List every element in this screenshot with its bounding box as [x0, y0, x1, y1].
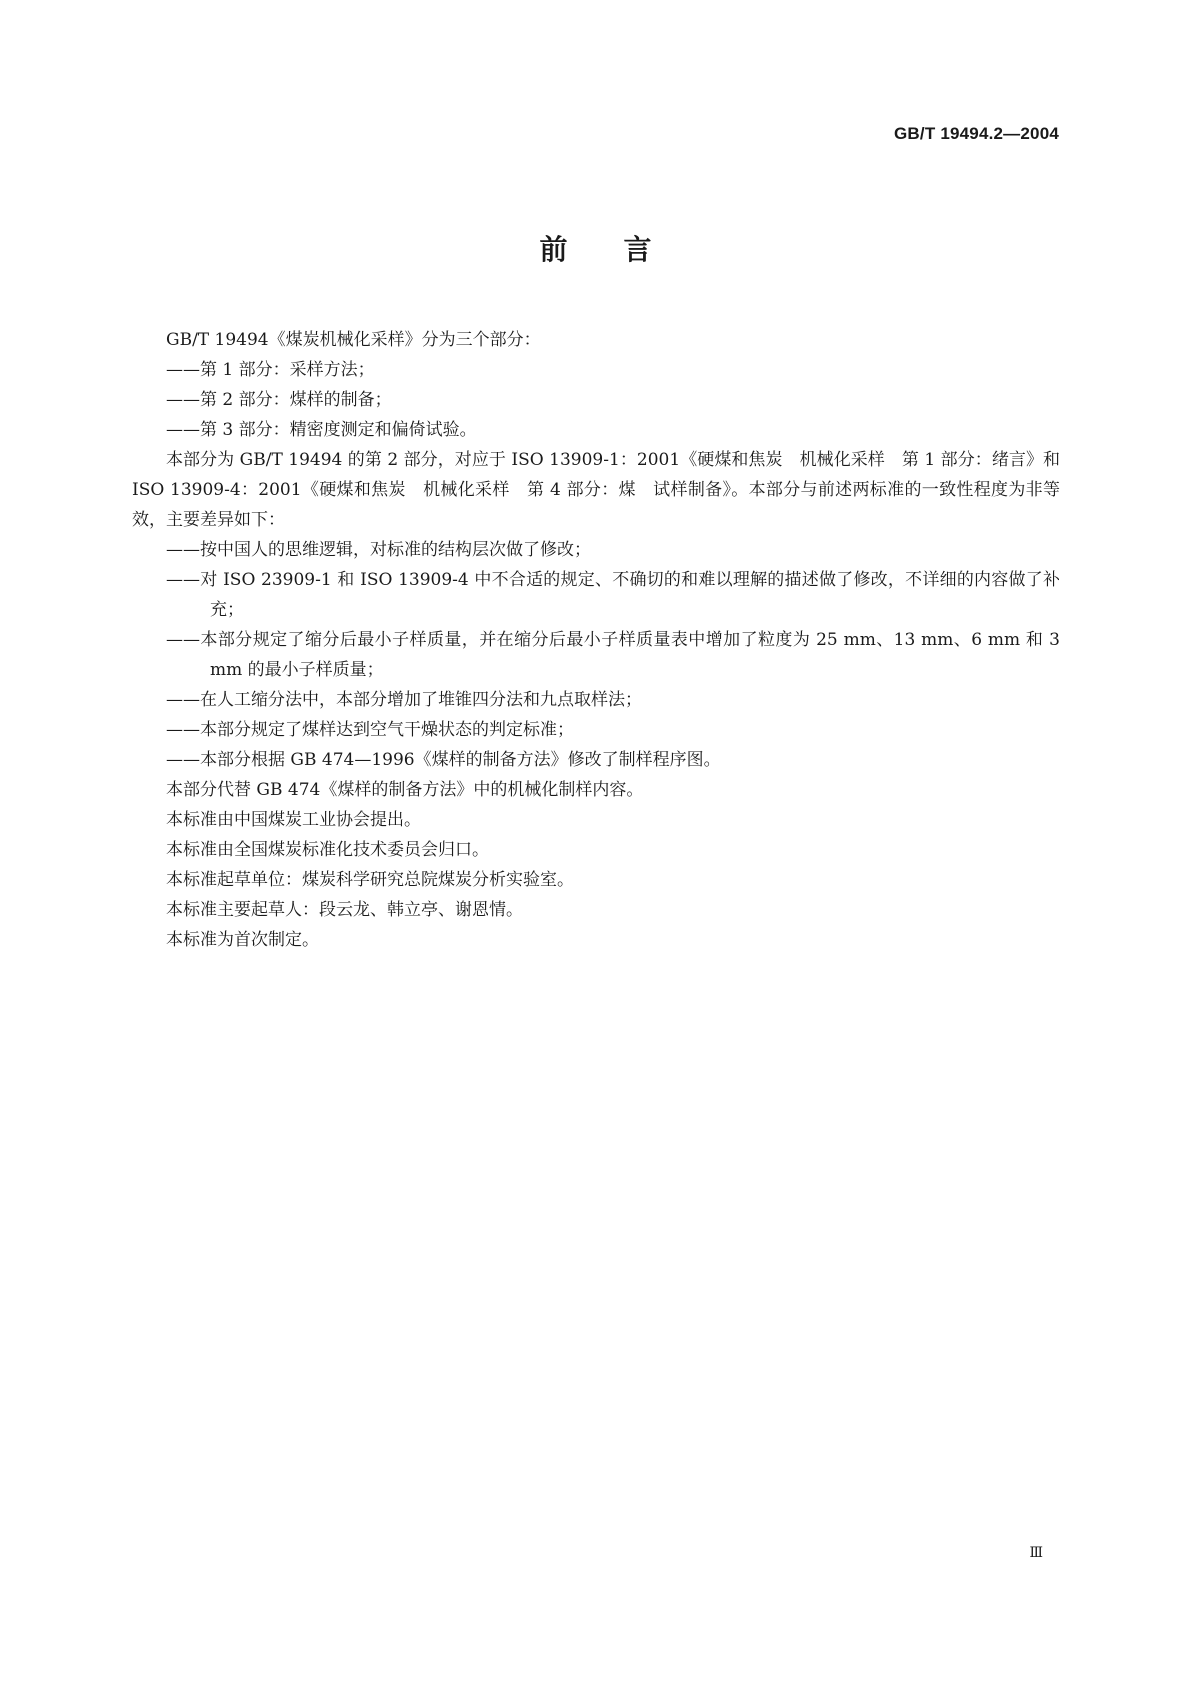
drafters-paragraph: 本标准主要起草人：段云龙、韩立亭、谢恩情。: [166, 900, 523, 920]
list-item-difference-2: ——对 ISO 23909-1 和 ISO 13909-4 中不合适的规定、不确切的和难以理解的描述做了修改，不详细的内容做了补充；: [166, 570, 1060, 620]
page-number: Ⅲ: [1029, 1545, 1043, 1561]
intro-paragraph: GB/T 19494《煤炭机械化采样》分为三个部分：: [166, 330, 541, 350]
foreword-body: [132, 325, 1060, 955]
correspondence-paragraph: 本部分为 GB/T 19494 的第 2 部分，对应于 ISO 13909-1：2001《硬煤和焦炭 机械化采样 第 1 部分：绪言》和 ISO 13909-4：2001《硬煤和焦炭 机械化采样 第 4 部分：煤 试样制备》。本部分与前述两标准的一致性程度为非等效，主要差异如下：: [132, 450, 1060, 530]
standard-code: GB/T 19494.2—2004: [894, 124, 1059, 143]
replaces-paragraph: 本部分代替 GB 474《煤样的制备方法》中的机械化制样内容。: [166, 780, 644, 800]
page-title: [0, 228, 1191, 268]
list-item-difference-6: ——本部分根据 GB 474—1996《煤样的制备方法》修改了制样程序图。: [166, 750, 721, 770]
centralized-by-paragraph: 本标准由全国煤炭标准化技术委员会归口。: [166, 840, 489, 860]
list-item-part-3: ——第 3 部分：精密度测定和偏倚试验。: [166, 420, 477, 440]
list-item-difference-3: ——本部分规定了缩分后最小子样质量，并在缩分后最小子样质量表中增加了粒度为 25 mm、13 mm、6 mm 和 3 mm 的最小子样质量；: [166, 630, 1060, 680]
list-item-difference-4: ——在人工缩分法中，本部分增加了堆锥四分法和九点取样法；: [166, 690, 642, 710]
list-item-difference-1: ——按中国人的思维逻辑，对标准的结构层次做了修改；: [166, 540, 591, 560]
title-char-2: 言: [623, 233, 652, 266]
list-item-part-1: ——第 1 部分：采样方法；: [166, 360, 375, 380]
drafting-unit-paragraph: 本标准起草单位：煤炭科学研究总院煤炭分析实验室。: [166, 870, 574, 890]
list-item-part-2: ——第 2 部分：煤样的制备；: [166, 390, 392, 410]
proposed-by-paragraph: 本标准由中国煤炭工业协会提出。: [166, 810, 421, 830]
list-item-difference-5: ——本部分规定了煤样达到空气干燥状态的判定标准；: [166, 720, 574, 740]
title-char-1: 前: [539, 233, 568, 266]
first-issue-paragraph: 本标准为首次制定。: [166, 930, 319, 950]
